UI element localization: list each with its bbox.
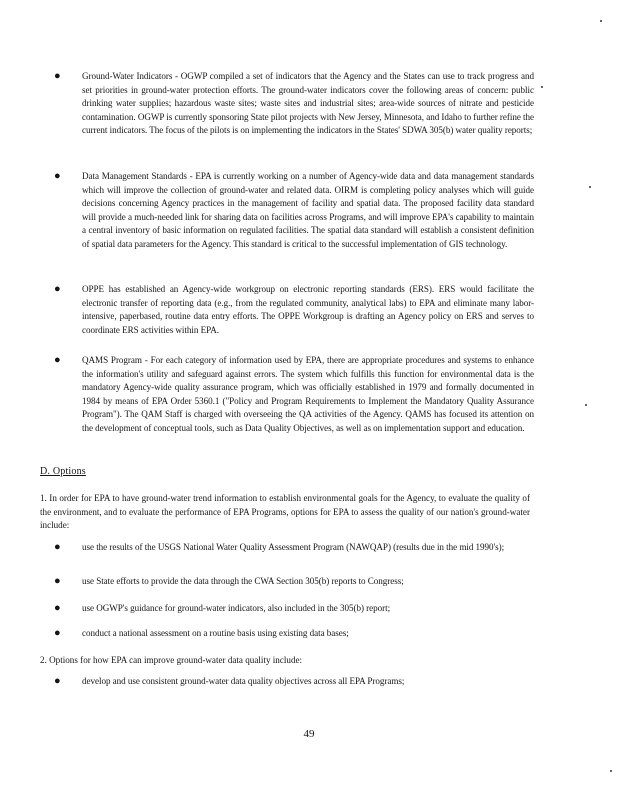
- bullet-text: conduct a national assessment on a routine basis using existing data bases;: [82, 628, 349, 638]
- bullet-text: Data Management Standards - EPA is currently working on a number of Agency-wide data and data management standards which will improve the collection of ground-water and related data. OIRM is completing policy analyses which will guide decisions concerning Agency practices in the management of facility and spatial data. The proposed facility data standard will provide a much-needed link for sharing data on facilities across Programs, and will improve EPA's capability to maintain a central inventory of basic information on regulated facilities. The spatial data standard will establish a consistent definition of spatial data parameters for the Agency. This standard is critical to the successful implementation of GIS technology.: [82, 171, 534, 249]
- bullet-qams-program: [54, 354, 534, 436]
- section-heading: D. Options: [40, 466, 86, 477]
- options-paragraph-2: 2. Options for how EPA can improve ground-water data quality include:: [40, 655, 303, 665]
- scan-speck: [585, 404, 587, 406]
- bullet-text: use OGWP's guidance for ground-water indicators, also included in the 305(b) report;: [82, 603, 391, 613]
- bullet-icon: ●: [54, 627, 61, 639]
- bullet-text: develop and use consistent ground-water data quality objectives across all EPA Programs;: [82, 676, 405, 686]
- bullet-icon: ●: [54, 575, 61, 587]
- bullet-icon: ●: [54, 283, 61, 295]
- bullet-icon: ●: [54, 541, 61, 553]
- bullet-icon: ●: [54, 354, 61, 366]
- bullet-icon: ●: [54, 170, 61, 182]
- scan-speck: [600, 20, 602, 22]
- bullet-icon: ●: [54, 70, 61, 82]
- option-bullet-state-efforts: [54, 575, 534, 589]
- scan-speck: [541, 86, 543, 88]
- scan-speck: [610, 770, 612, 772]
- bullet-text: use State efforts to provide the data through the CWA Section 305(b) reports to Congress;: [82, 576, 404, 586]
- bullet-oppe-ers: [54, 283, 534, 337]
- option-bullet-ogwp-guidance: [54, 602, 534, 616]
- bullet-icon: ●: [54, 602, 61, 614]
- bullet-icon: ●: [54, 675, 61, 687]
- options-paragraph-1: 1. In order for EPA to have ground-water trend information to establish environmental goals for the Agency, to evaluate the quality of the environment, and to evaluate the performance of EPA Programs, options for EPA to assess the quality of our nation's ground-water include:: [40, 493, 530, 531]
- bullet-text: Ground-Water Indicators - OGWP compiled a set of indicators that the Agency and the States can use to track progress and set priorities in ground-water protection efforts. The ground-water indicators cover the following areas of concern: public drinking water supplies; hazardous waste sites; waste sites and industrial sites; area-wide sources of nitrate and pesticide contamination. OGWP is currently sponsoring State pilot projects with New Jersey, Minnesota, and Idaho to further refine the current indicators. The focus of the pilots is on implementing the indicators in the States' SDWA 305(b) water quality reports;: [82, 71, 535, 136]
- scan-speck: [589, 186, 591, 188]
- page-number: 49: [303, 728, 315, 740]
- bullet-text: QAMS Program - For each category of information used by EPA, there are appropriate procedures and systems to enhance the information's utility and safeguard against errors. The system which fulfills this function for environmental data is the mandatory Agency-wide quality assurance program, which was officially established in 1979 and formally documented in 1984 by means of EPA Order 5360.1 ("Policy and Program Requirements to Implement the Mandatory Quality Assurance Program"). The QAM Staff is charged with overseeing the QA activities of the Agency. QAMS has focused its attention on the development of conceptual tools, such as Data Quality Objectives, as well as on implementation support and education.: [82, 355, 534, 433]
- option-bullet-national-assessment: [54, 627, 534, 641]
- bullet-text: OPPE has established an Agency-wide workgroup on electronic reporting standards (ERS). ERS would facilitate the electronic transfer of reporting data (e.g., from the regulated community, analytical labs) to EPA and eliminate many labor-intensive, paperbased, routine data entry efforts. The OPPE Workgroup is drafting an Agency policy on ERS and serves to coordinate ERS activities within EPA.: [82, 284, 534, 335]
- bullet-data-management-standards: [54, 170, 534, 252]
- bullet-ground-water-indicators: [54, 70, 534, 138]
- bullet-text: use the results of the USGS National Water Quality Assessment Program (NAWQAP) (results due in the mid 1990's);: [82, 542, 505, 552]
- option-bullet-data-quality-objectives: [54, 675, 534, 689]
- option-bullet-nawqap: [54, 541, 534, 555]
